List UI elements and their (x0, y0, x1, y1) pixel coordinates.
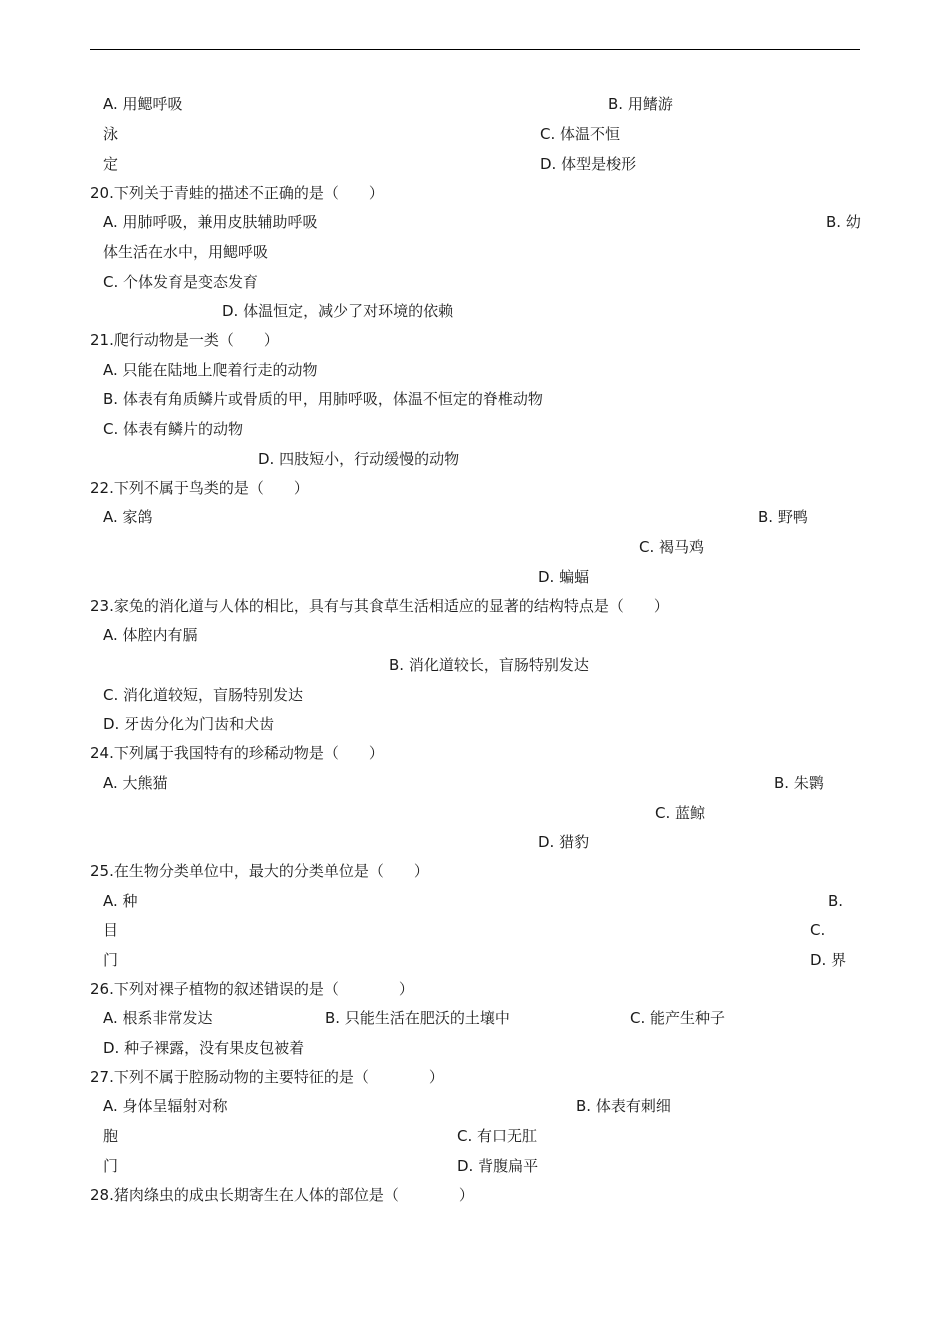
q22-option-c: C. 褐马鸡 (639, 538, 705, 556)
q27-option-b: B. 体表有刺细 (576, 1097, 671, 1115)
q25-option-c-cont: 门 (103, 951, 119, 969)
q24-option-d: D. 猎豹 (538, 833, 590, 851)
q22-option-a: A. 家鸽 (103, 508, 153, 526)
q24-option-b: B. 朱鹮 (774, 774, 824, 792)
q20-option-c: C. 个体发育是变态发育 (103, 273, 259, 291)
q27-option-c: C. 有口无肛 (457, 1127, 538, 1145)
q25-option-a: A. 种 (103, 892, 138, 910)
q26-option-c: C. 能产生种子 (630, 1009, 726, 1027)
q19-option-c-cont: 定 (103, 155, 119, 173)
header-rule (90, 49, 860, 50)
q19-option-d: D. 体型是梭形 (540, 155, 637, 173)
q25-option-b: B. (828, 892, 844, 910)
q26-option-a: A. 根系非常发达 (103, 1009, 213, 1027)
q25-option-c: C. (810, 921, 826, 939)
q23-question: 23.家兔的消化道与人体的相比，具有与其食草生活相适应的显著的结构特点是（ ） (90, 597, 669, 615)
q22-question: 22.下列不属于鸟类的是（ ） (90, 479, 309, 497)
q27-question: 27.下列不属于腔肠动物的主要特征的是（ ） (90, 1068, 444, 1086)
q23-option-a: A. 体腔内有膈 (103, 626, 198, 644)
q20-option-b: B. 幼 (826, 213, 861, 231)
q21-option-c: C. 体表有鳞片的动物 (103, 420, 244, 438)
q20-option-a: A. 用肺呼吸，兼用皮肤辅助呼吸 (103, 213, 318, 231)
q27-option-c-cont: 门 (103, 1157, 119, 1175)
q28-question: 28.猪肉绦虫的成虫长期寄生在人体的部位是（ ） (90, 1186, 474, 1204)
q26-question: 26.下列对裸子植物的叙述错误的是（ ） (90, 980, 414, 998)
q19-option-c: C. 体温不恒 (540, 125, 621, 143)
q20-option-d: D. 体温恒定，减少了对环境的依赖 (222, 302, 454, 320)
q25-question: 25.在生物分类单位中，最大的分类单位是（ ） (90, 862, 429, 880)
q24-option-c: C. 蓝鲸 (655, 804, 706, 822)
q20-option-b-cont: 体生活在水中，用鳃呼吸 (103, 243, 269, 261)
q27-option-b-cont: 胞 (103, 1127, 119, 1145)
q26-option-d: D. 种子裸露，没有果皮包被着 (103, 1039, 305, 1057)
q21-option-b: B. 体表有角质鳞片或骨质的甲，用肺呼吸，体温不恒定的脊椎动物 (103, 390, 543, 408)
q23-option-d: D. 牙齿分化为门齿和犬齿 (103, 715, 275, 733)
q22-option-d: D. 蝙蝠 (538, 568, 590, 586)
q24-option-a: A. 大熊猫 (103, 774, 168, 792)
q21-question: 21.爬行动物是一类（ ） (90, 331, 279, 349)
q19-option-a: A. 用鳃呼吸 (103, 95, 183, 113)
q23-option-c: C. 消化道较短，盲肠特别发达 (103, 686, 304, 704)
q23-option-b: B. 消化道较长，盲肠特别发达 (389, 656, 589, 674)
q27-option-a: A. 身体呈辐射对称 (103, 1097, 228, 1115)
q25-option-b-cont: 目 (103, 921, 119, 939)
q26-option-b: B. 只能生活在肥沃的土壤中 (325, 1009, 510, 1027)
q27-option-d: D. 背腹扁平 (457, 1157, 539, 1175)
q24-question: 24.下列属于我国特有的珍稀动物是（ ） (90, 744, 384, 762)
q25-option-d: D. 界 (810, 951, 847, 969)
q19-option-b: B. 用鳍游 (608, 95, 673, 113)
q20-question: 20.下列关于青蛙的描述不正确的是（ ） (90, 184, 384, 202)
q19-option-b-cont: 泳 (103, 125, 119, 143)
q21-option-d: D. 四肢短小，行动缓慢的动物 (258, 450, 460, 468)
q22-option-b: B. 野鸭 (758, 508, 808, 526)
q21-option-a: A. 只能在陆地上爬着行走的动物 (103, 361, 318, 379)
